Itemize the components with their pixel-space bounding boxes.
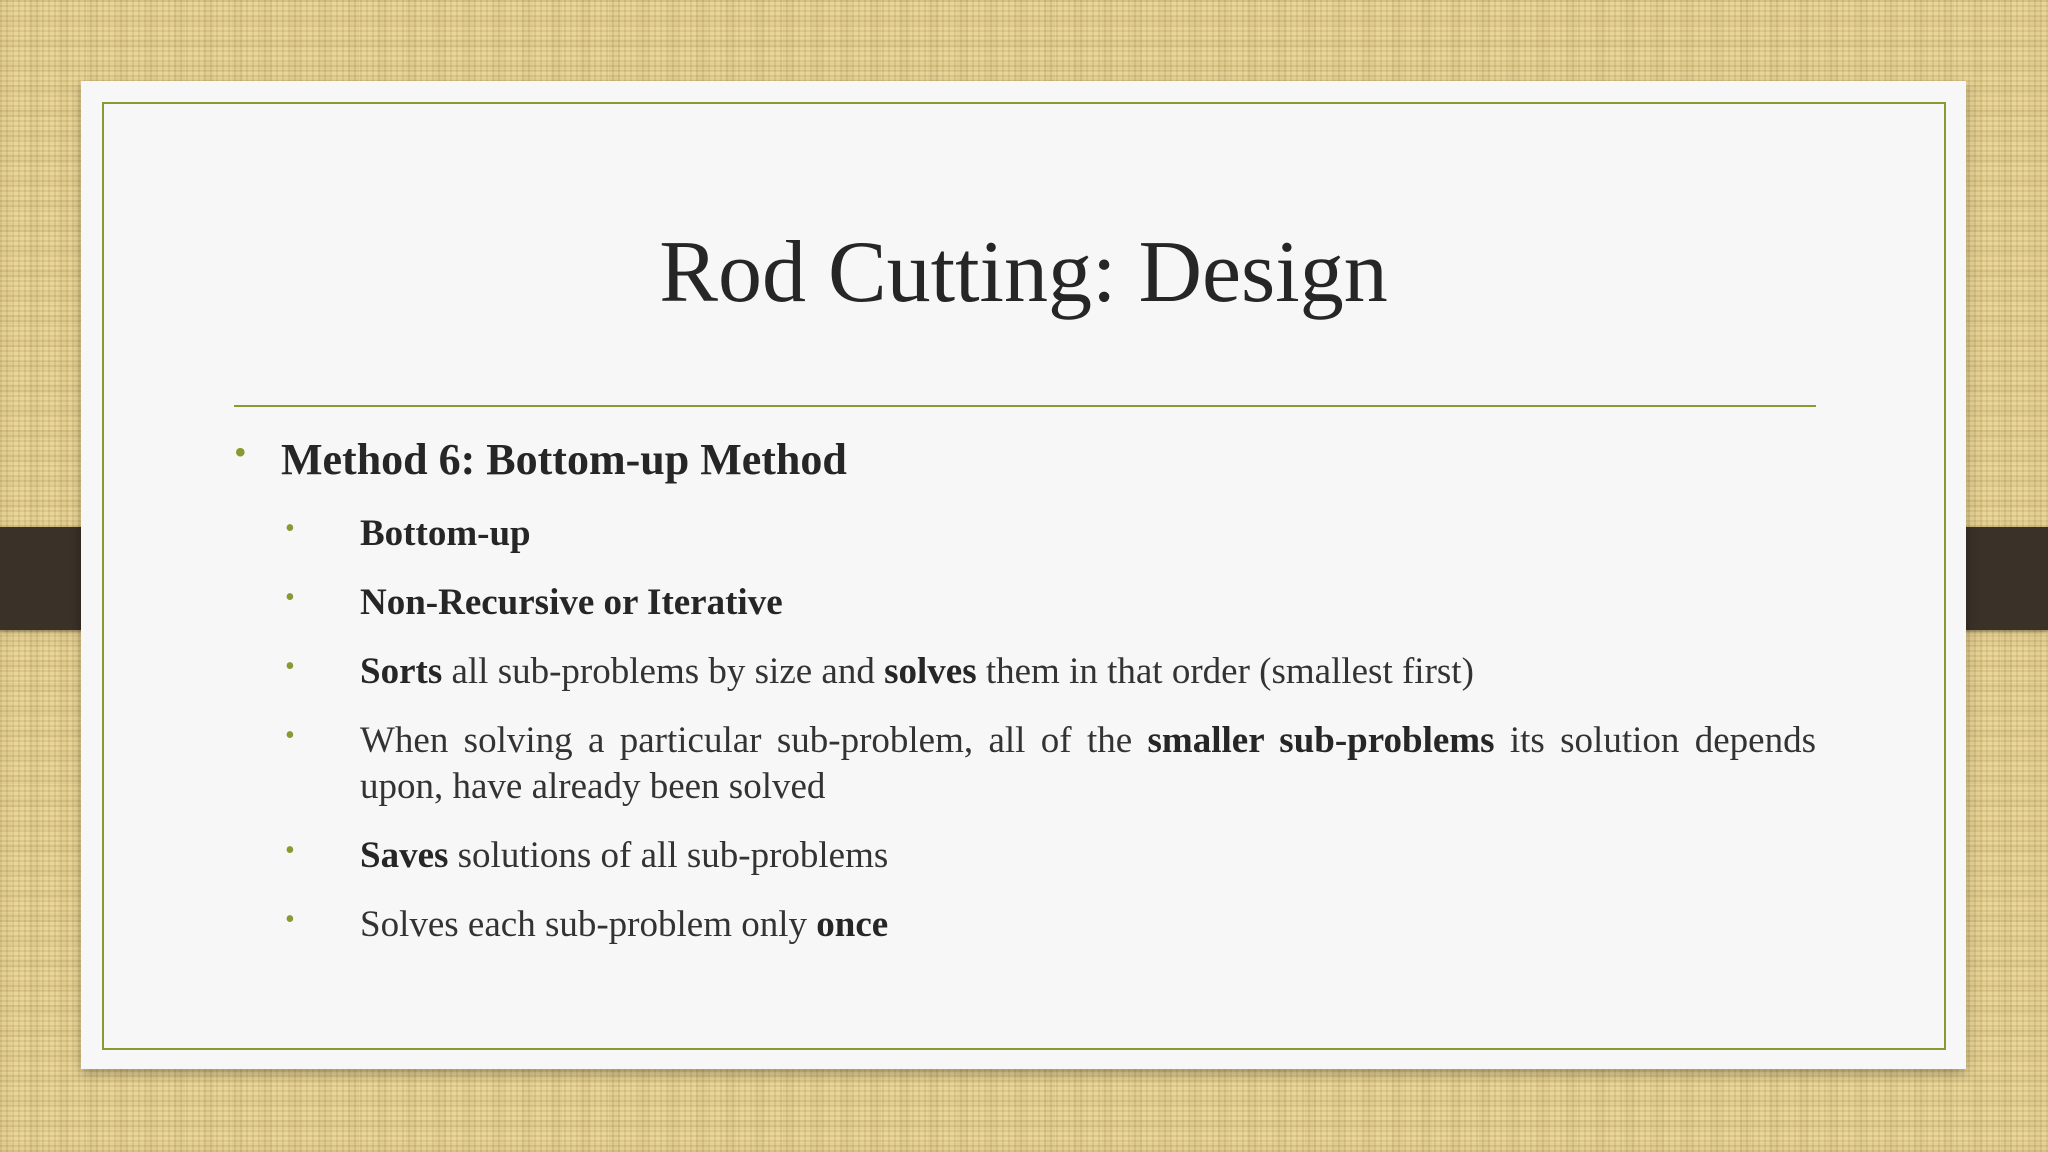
slide (81, 81, 1966, 1069)
list-item-text (360, 833, 1816, 879)
bullet-list (81, 81, 1966, 1069)
list-item-text (360, 580, 1816, 626)
text-run: its solution depends upon, have already been solved (360, 720, 1816, 807)
text-run: Solves each sub-problem only (360, 904, 817, 945)
bold-text-run: Saves (360, 835, 449, 876)
list-item-text (360, 718, 1816, 810)
list-item-text (360, 511, 1816, 557)
list-item-text: Method 6: Bottom-up Method (281, 435, 847, 484)
text-run: all sub-problems by size and (442, 651, 885, 692)
list-item-text (360, 902, 1816, 948)
slide-title: Rod Cutting: Design (659, 224, 1388, 321)
text-run: solutions of all sub-problems (448, 835, 889, 876)
bullet-dot-icon: • (285, 513, 295, 544)
bold-text-run: Bottom-up (360, 513, 531, 554)
bullet-dot-icon: • (285, 720, 295, 751)
bold-text-run: smaller sub-problems (1147, 720, 1495, 761)
bullet-dot-icon: • (285, 904, 295, 935)
text-run: When solving a particular sub-problem, all of the (360, 720, 1148, 761)
bold-text-run: Non-Recursive or Iterative (360, 582, 783, 623)
list-item-text (360, 649, 1816, 695)
bullet-dot-icon: • (285, 582, 295, 613)
bullet-dot-icon: • (234, 432, 247, 472)
bold-text-run: solves (884, 651, 977, 692)
bold-text-run: Sorts (360, 651, 443, 692)
text-run: them in that order (smallest first) (976, 651, 1474, 692)
bullet-dot-icon: • (285, 835, 295, 866)
bold-text-run: once (816, 904, 889, 945)
bullet-dot-icon: • (285, 651, 295, 682)
